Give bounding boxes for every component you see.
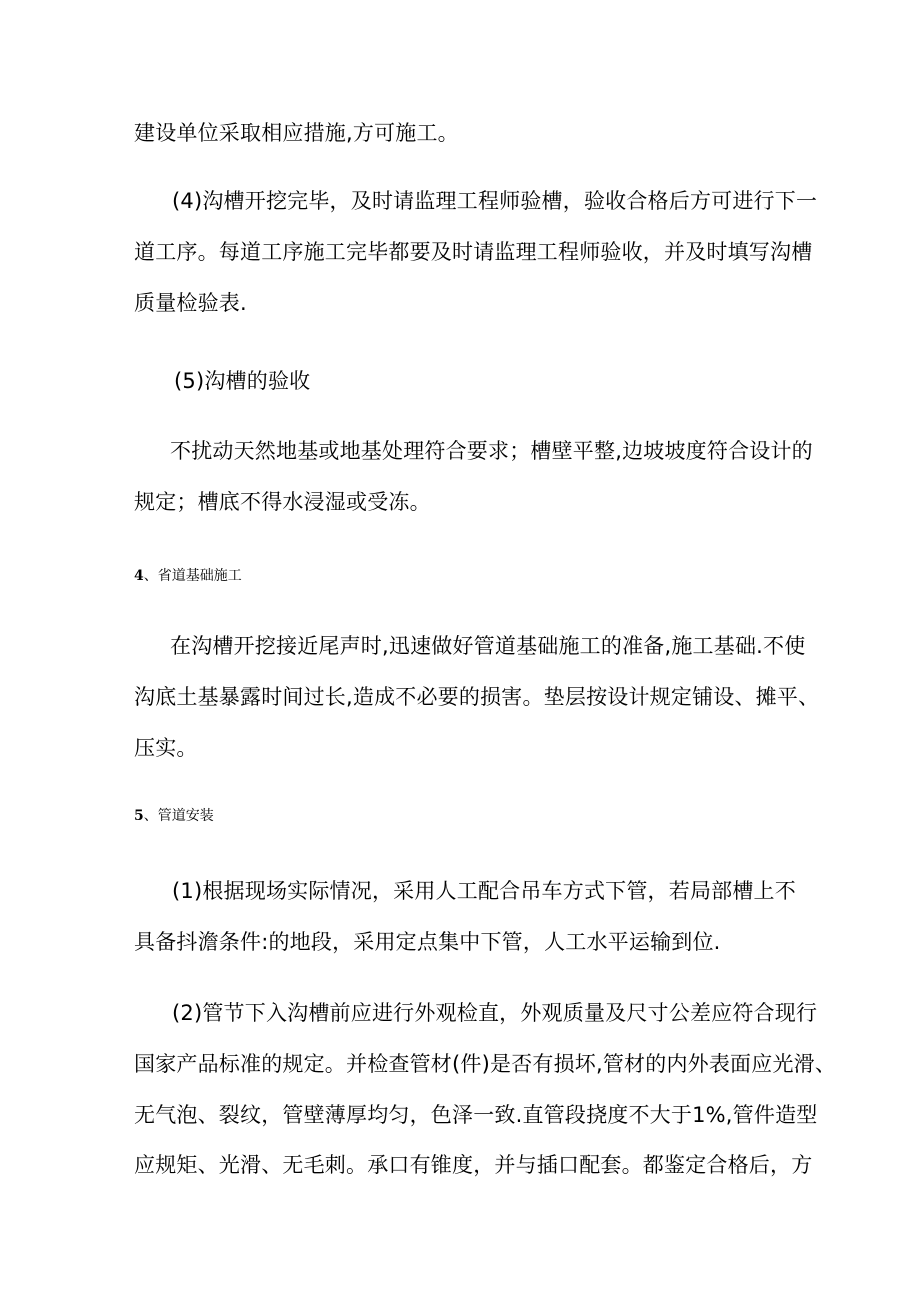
section-heading [134, 806, 214, 826]
paragraph-line: 规定；槽底不得水浸湿或受冻。 [134, 490, 431, 514]
paragraph-line: (1)根据现场实际情况，采用人工配合吊车方式下管，若局部槽上不 [172, 879, 796, 903]
paragraph-line: 不扰动天然地基或地基处理符合要求；槽壁平整,边坡坡度符合设计的 [170, 439, 813, 463]
section-title: 、省道基础施工 [143, 568, 242, 584]
paragraph-line: 建设单位采取相应措施,方可施工。 [134, 121, 459, 145]
paragraph-line: 压实。 [134, 736, 198, 760]
paragraph-line: (5)沟槽的验收 [174, 369, 311, 393]
section-number: 5 [134, 808, 144, 824]
paragraph-line: 国家产品标准的规定。并检查管材(件)是否有损坏,管材的内外表面应光滑、 [134, 1052, 837, 1076]
paragraph-line: 沟底土基暴露时间过长,造成不必要的损害。垫层按设计规定铺设、摊平、 [134, 685, 820, 709]
section-number: 4 [134, 568, 144, 584]
paragraph-line: 具备抖澹条件:的地段，采用定点集中下管，人工水平运输到位. [134, 930, 721, 954]
paragraph-line: 道工序。每道工序施工完毕都要及时请监理工程师验收，并及时填写沟槽 [134, 240, 813, 264]
paragraph-line: 应规矩、光滑、无毛刺。承口有锥度，并与插口配套。都鉴定合格后，方 [134, 1153, 813, 1177]
section-heading [134, 566, 242, 586]
paragraph-line: 在沟槽开挖接近尾声时,迅速做好管道基础施工的准备,施工基础.不使 [170, 634, 806, 658]
section-title: 、管道安装 [143, 808, 214, 824]
paragraph-line: (4)沟槽开挖完毕，及时请监理工程师验槽，验收合格后方可进行下一 [172, 189, 818, 213]
paragraph-line: 质量检验表. [134, 291, 247, 315]
paragraph-line: (2)管节下入沟槽前应进行外观检直，外观质量及尺寸公差应符合现行 [172, 1001, 818, 1025]
paragraph-line: 无气泡、裂纹，管壁薄厚均匀，色泽一致.直管段挠度不大于1%,管件造型 [134, 1103, 818, 1127]
